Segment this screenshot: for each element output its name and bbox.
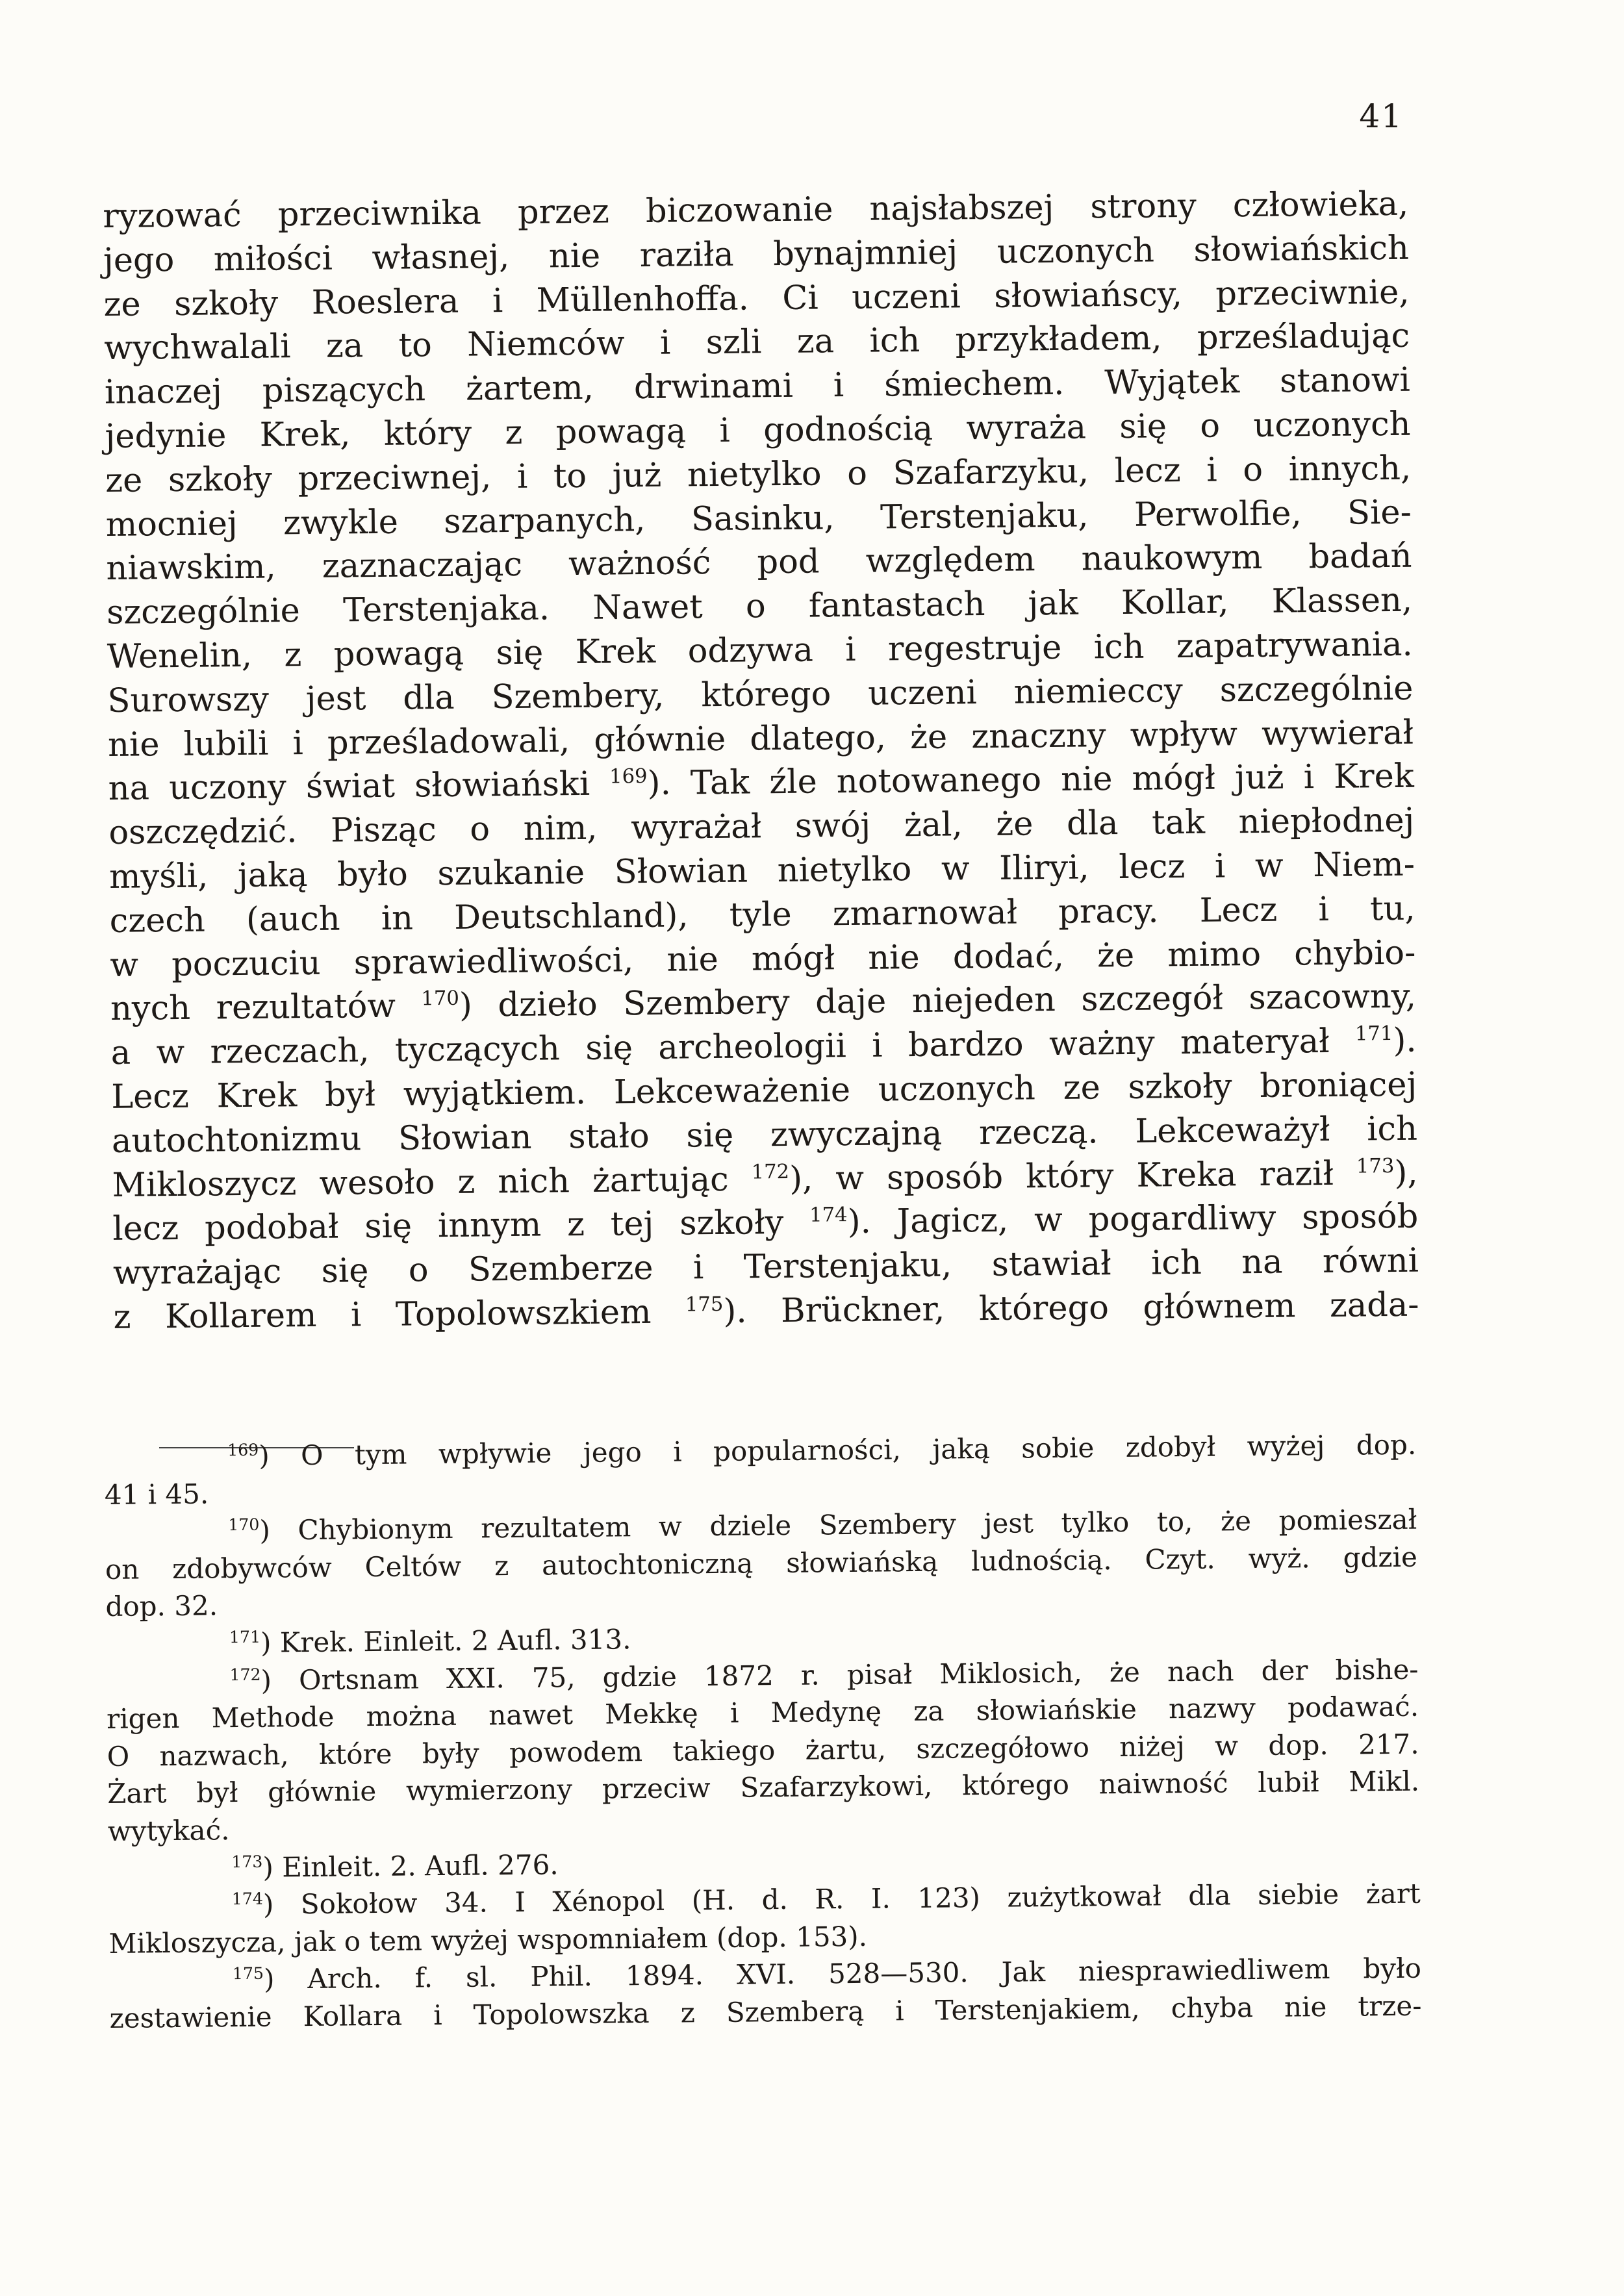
text-line: niawskim, zaznaczając ważność pod względem naukowym badań: [106, 537, 1412, 588]
footnote-line: rigen Methode można nawet Mekkę i Medynę za słowiańskie nazwy podawać.: [106, 1690, 1419, 1735]
footnote-ref[interactable]: 175: [685, 1293, 724, 1317]
footnote-line: Mikloszycza, jak o tem wyżej wspomniałem (dop. 153).: [108, 1920, 868, 1960]
footnote-ref[interactable]: 172: [751, 1160, 790, 1184]
text-line: myśli, jaką było szukanie Słowian nietylko w Iliryi, lecz i w Niem-: [108, 845, 1415, 896]
page-number: 41: [1359, 97, 1403, 135]
text-fragment: ): [260, 1663, 299, 1697]
text-fragment: ).: [1393, 1021, 1417, 1061]
text-fragment: ),: [789, 1159, 836, 1198]
text-fragment: lecz podobał się innym z tej szkoły: [112, 1204, 784, 1249]
text-line: wyrażając się o Szemberze i Terstenjaku, stawiał ich na równi: [112, 1241, 1419, 1293]
text-fragment: a w rzeczach, tyczących się archeologii i bardzo ważny materyał: [110, 1022, 1330, 1073]
text-line: jego miłości własnej, nie raziła bynajmniej uczonych słowiańskich: [103, 229, 1410, 280]
text-line: mocniej zwykle szarpanych, Sasinku, Terstenjaku, Perwolfie, Sie-: [105, 493, 1412, 544]
text-fragment: w sposób który Kreka raził: [835, 1154, 1334, 1198]
text-fragment: ): [259, 1439, 301, 1472]
text-fragment: dzieło Szembery daje niejeden szczegół szacowny,: [498, 977, 1417, 1025]
text-fragment: ).: [847, 1202, 898, 1242]
text-fragment: Ortsnam XXI. 75, gdzie 1872 r. pisał Miklosich, że nach der bishe-: [298, 1653, 1419, 1696]
footnote-number: 172: [229, 1665, 261, 1684]
text-fragment: ): [260, 1626, 281, 1659]
footnote-ref[interactable]: 171: [1354, 1022, 1393, 1046]
footnote-line: 41 i 45.: [104, 1478, 209, 1511]
text-line: jedynie Krek, który z powagą i godnością wyraża się o uczonych: [105, 405, 1411, 456]
text-line: ryzować przeciwnika przez biczowanie najsłabszej strony człowieka,: [103, 184, 1409, 236]
footnote-ref[interactable]: 174: [809, 1204, 848, 1227]
text-line: Lecz Krek był wyjątkiem. Lekceważenie uczonych ze szkoły broniącej: [111, 1065, 1417, 1116]
text-fragment: Sokołow 34. I Xénopol (H. d. R. I. 123) zużytkował dla siebie żart: [300, 1877, 1421, 1921]
footnote-ref[interactable]: 173: [1356, 1154, 1395, 1178]
text-line: autochtonizmu Słowian stało się zwyczajną rzeczą. Lekceważył ich: [111, 1109, 1418, 1161]
text-line: ze szkoły przeciwnej, i to już nietylko o Szafarzyku, lecz i o innych,: [105, 449, 1412, 500]
footnote-number: 171: [229, 1627, 261, 1647]
text-fragment: Tak źle notowanego nie mógł już i Krek: [690, 757, 1414, 803]
text-line: czech (auch in Deutschland), tyle zmarnował pracy. Lecz i tu,: [109, 889, 1415, 940]
text-fragment: na uczony świat słowiański: [108, 765, 590, 809]
text-fragment: Brückner, którego głównem zada-: [780, 1285, 1419, 1330]
footnote-number: 173: [231, 1852, 263, 1871]
footnote-ref[interactable]: 169: [609, 765, 648, 788]
text-fragment: Krek. Einleit. 2 Aufl. 313.: [279, 1623, 631, 1659]
text-fragment: ): [263, 1963, 308, 1995]
text-fragment: Einleit. 2. Aufl. 276.: [281, 1848, 559, 1883]
text-fragment: ): [262, 1850, 283, 1884]
text-fragment: nych rezultatów: [110, 987, 396, 1029]
text-fragment: ).: [647, 764, 691, 803]
footnote-number: 169: [227, 1440, 259, 1460]
text-fragment: Jagicz, w pogardliwy sposób: [896, 1197, 1419, 1241]
text-fragment: ): [259, 1514, 298, 1546]
text-fragment: ),: [1394, 1154, 1418, 1192]
text-line: Wenelin, z powagą się Krek odzywa i regestruje ich zapatrywania.: [107, 625, 1414, 676]
footnote-line: on zdobywców Celtów z autochtoniczną słowiańską ludnością. Czyt. wyż. gdzie: [105, 1541, 1418, 1585]
text-line: nie lubili i prześladowali, głównie dlatego, że znaczny wpływ wywierał: [107, 713, 1414, 764]
text-fragment: ): [262, 1888, 301, 1921]
text-line: Surowszy jest dla Szembery, którego uczeni niemieccy szczególnie: [107, 669, 1414, 720]
main-text: [103, 183, 1419, 1340]
text-fragment: z Kollarem i Topolowszkiem: [113, 1293, 652, 1337]
footnote-line: dop. 32.: [105, 1589, 218, 1623]
text-fragment: Arch. f. sl. Phil. 1894. XVI. 528—530. Jak niesprawiedliwem było: [307, 1952, 1422, 1995]
footnote-line: zestawienie Kollara i Topolowszka z Szemberą i Terstenjakiem, chyba nie trze-: [109, 1989, 1422, 2034]
text-fragment: Mikloszycz wesoło z nich żartując: [112, 1160, 729, 1205]
footnote-line: O nazwach, które były powodem takiego żartu, szczegółowo niżej w dop. 217.: [107, 1728, 1419, 1772]
text-fragment: Chybionym rezultatem w dziele Szembery jest tylko to, że pomieszał: [298, 1503, 1417, 1546]
footnote-number: 170: [228, 1515, 260, 1535]
footnote-line: Żart był głównie wymierzony przeciw Szafarzykowi, którego naiwność lubił Mikl.: [107, 1765, 1420, 1810]
text-line: w poczuciu sprawiedliwości, nie mógł nie dodać, że mimo chybio-: [110, 933, 1416, 985]
text-line: oszczędzić. Pisząc o nim, wyrażał swój żal, że dla tak niepłodnej: [108, 801, 1415, 853]
text-line: szczególnie Terstenjaka. Nawet o fantastach jak Kollar, Klassen,: [106, 581, 1413, 633]
footnote-ref[interactable]: 170: [421, 987, 460, 1011]
footnotes: [104, 1426, 1422, 2037]
footnote-line: wytykać.: [107, 1814, 230, 1847]
text-fragment: O tym wpływie jego i popularności, jaką sobie zdobył wyżej dop.: [300, 1428, 1417, 1472]
text-line: inaczej piszących żartem, drwinami i śmiechem. Wyjątek stanowi: [104, 360, 1411, 412]
text-line: ze szkoły Roeslera i Müllenhoffa. Ci uczeni słowiańscy, przeciwnie,: [103, 273, 1410, 324]
footnote-number: 175: [232, 1963, 264, 1984]
footnote-number: 174: [231, 1889, 264, 1909]
text-line: wychwalali za to Niemców i szli za ich przykładem, prześladując: [103, 317, 1410, 368]
text-fragment: ): [459, 986, 498, 1026]
text-fragment: ).: [723, 1291, 781, 1331]
